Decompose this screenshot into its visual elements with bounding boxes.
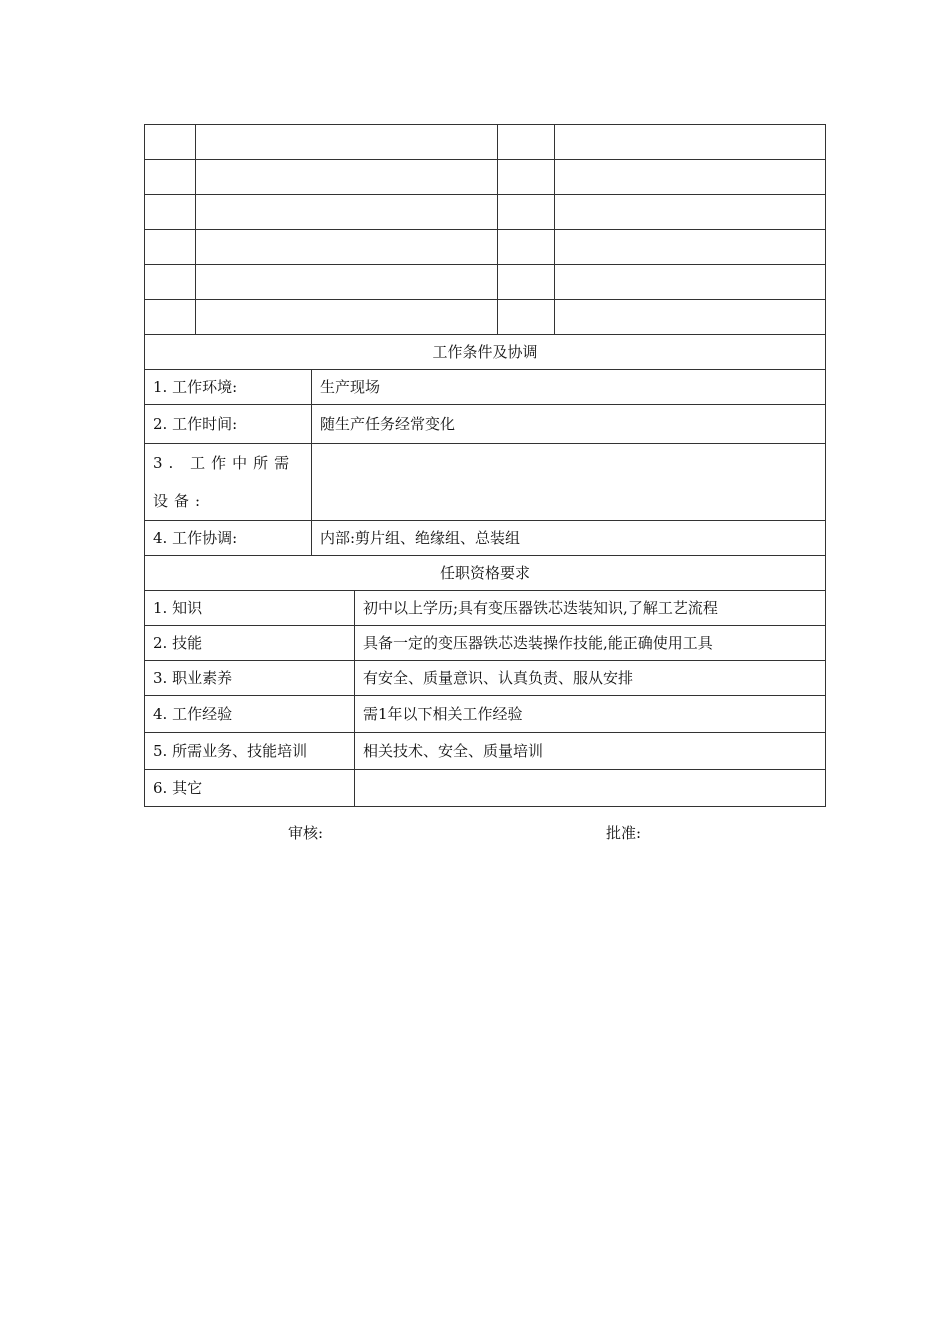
section-title-row: [145, 335, 826, 370]
blank-grid-table: [144, 124, 826, 335]
qualification-row-knowledge: [145, 591, 826, 626]
review-label: 审核:: [288, 824, 324, 842]
blank-cell: [196, 230, 498, 265]
qualification-value: [355, 770, 826, 807]
blank-row: [145, 160, 826, 195]
qualification-value: 初中以上学历;具有变压器铁芯迭装知识,了解工艺流程: [355, 591, 826, 626]
qualification-label: 6. 其它: [145, 770, 355, 807]
qualification-value: 有安全、质量意识、认真负责、服从安排: [355, 661, 826, 696]
blank-cell: [555, 230, 826, 265]
condition-label: 1. 工作环境:: [145, 370, 312, 405]
blank-cell: [498, 300, 555, 335]
blank-cell: [498, 265, 555, 300]
qualification-row-other: [145, 770, 826, 807]
section-title-row: [145, 556, 826, 591]
condition-row-equipment: [145, 444, 826, 521]
condition-value: 内部:剪片组、绝缘组、总装组: [312, 521, 826, 556]
blank-cell: [498, 230, 555, 265]
blank-cell: [145, 300, 196, 335]
blank-row: [145, 300, 826, 335]
blank-cell: [196, 300, 498, 335]
blank-cell: [498, 195, 555, 230]
condition-row-time: [145, 405, 826, 444]
condition-value: [312, 444, 826, 521]
condition-value: 生产现场: [312, 370, 826, 405]
condition-row-environment: [145, 370, 826, 405]
blank-cell: [145, 160, 196, 195]
qualifications-table: [144, 555, 826, 807]
work-conditions-title: 工作条件及协调: [145, 335, 826, 370]
qualification-value: 相关技术、安全、质量培训: [355, 733, 826, 770]
blank-cell: [498, 160, 555, 195]
qualification-row-experience: [145, 696, 826, 733]
qualification-label: 5. 所需业务、技能培训: [145, 733, 355, 770]
qualification-label: 1. 知识: [145, 591, 355, 626]
blank-cell: [555, 300, 826, 335]
blank-cell: [555, 195, 826, 230]
blank-cell: [555, 125, 826, 160]
qualification-value: 需1年以下相关工作经验: [355, 696, 826, 733]
qualification-row-training: [145, 733, 826, 770]
blank-row: [145, 125, 826, 160]
qualification-label: 4. 工作经验: [145, 696, 355, 733]
qualifications-title: 任职资格要求: [145, 556, 826, 591]
blank-cell: [145, 195, 196, 230]
work-conditions-table: [144, 334, 826, 556]
condition-label: 4. 工作协调:: [145, 521, 312, 556]
condition-value: 随生产任务经常变化: [312, 405, 826, 444]
blank-cell: [555, 160, 826, 195]
blank-cell: [196, 265, 498, 300]
blank-cell: [196, 160, 498, 195]
condition-label: 3. 工作中所需设备:: [145, 444, 312, 521]
approve-label: 批准:: [606, 824, 642, 842]
job-description-sheet: [144, 124, 825, 807]
blank-cell: [145, 230, 196, 265]
blank-cell: [555, 265, 826, 300]
qualification-label: 2. 技能: [145, 626, 355, 661]
blank-cell: [145, 265, 196, 300]
condition-row-coordination: [145, 521, 826, 556]
qualification-row-professionalism: [145, 661, 826, 696]
signature-footer: [0, 822, 950, 846]
blank-cell: [196, 125, 498, 160]
blank-row: [145, 265, 826, 300]
condition-label: 2. 工作时间:: [145, 405, 312, 444]
qualification-row-skill: [145, 626, 826, 661]
blank-row: [145, 230, 826, 265]
blank-cell: [498, 125, 555, 160]
blank-cell: [145, 125, 196, 160]
qualification-value: 具备一定的变压器铁芯迭装操作技能,能正确使用工具: [355, 626, 826, 661]
blank-row: [145, 195, 826, 230]
blank-cell: [196, 195, 498, 230]
qualification-label: 3. 职业素养: [145, 661, 355, 696]
